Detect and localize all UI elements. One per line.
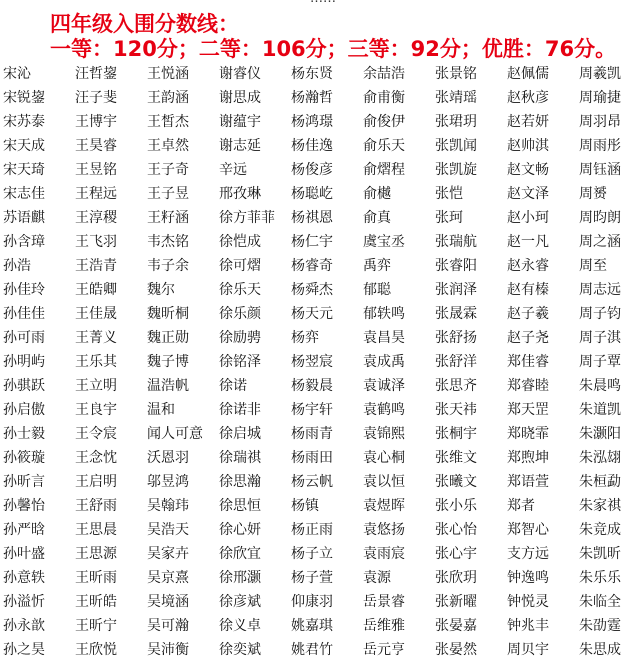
student-name: 周雨彤 [579, 138, 621, 154]
student-name: 周瑜捷 [579, 90, 621, 106]
student-name: 杨东贤 [291, 66, 333, 82]
student-name: 徐方菲菲 [219, 210, 275, 226]
student-name: 杨雨青 [291, 426, 333, 442]
student-name: 仰康羽 [291, 594, 333, 610]
student-name: 徐启城 [219, 426, 261, 442]
student-name: 徐乐天 [219, 282, 261, 298]
student-name: 徐可熠 [219, 258, 261, 274]
student-name: 王浩青 [75, 258, 117, 274]
student-name: 魏子博 [147, 354, 189, 370]
student-name: 孙明屿 [3, 354, 45, 370]
student-name: 王飞羽 [75, 234, 117, 250]
student-name: 朱竞成 [579, 522, 621, 538]
student-name: 孙意轶 [3, 570, 45, 586]
student-name: 余喆浩 [363, 66, 405, 82]
student-name: 吴浩天 [147, 522, 189, 538]
student-name: 朱乐乐 [579, 570, 621, 586]
student-name: 孙馨怡 [3, 498, 45, 514]
student-name: 赵子尧 [507, 330, 549, 346]
student-name: 王韵涵 [147, 90, 189, 106]
student-name: 周昀朗 [579, 210, 621, 226]
student-name: 王程远 [75, 186, 117, 202]
student-name: 张润泽 [435, 282, 477, 298]
student-name: 朱泓翃 [579, 450, 621, 466]
student-name: 王乐其 [75, 354, 117, 370]
student-name: 袁诚泽 [363, 378, 405, 394]
student-name: 张欣玥 [435, 570, 477, 586]
student-name: 吴沛衡 [147, 642, 189, 658]
student-name: 张晏嘉 [435, 618, 477, 634]
student-name: 谢志延 [219, 138, 261, 154]
student-name: 王籽涵 [147, 210, 189, 226]
student-name: 周羲凯 [579, 66, 621, 82]
student-name: 朱凯昕 [579, 546, 621, 562]
student-name: 王皓卿 [75, 282, 117, 298]
student-name: 吴可瀚 [147, 618, 189, 634]
student-name: 孙可雨 [3, 330, 45, 346]
student-name: 周羽昂 [579, 114, 621, 130]
student-name: 郑晓霏 [507, 426, 549, 442]
student-name: 杨宇轩 [291, 402, 333, 418]
student-name: 支方远 [507, 546, 549, 562]
student-name: 俞俊伊 [363, 114, 405, 130]
student-name: 韦子余 [147, 258, 189, 274]
cropped-top-text [310, 0, 336, 6]
student-name: 孙士毅 [3, 426, 45, 442]
student-name: 张舒洋 [435, 354, 477, 370]
student-name: 杨俊彦 [291, 162, 333, 178]
student-name: 孙含璋 [3, 234, 45, 250]
student-name: 王欣悦 [75, 642, 117, 658]
student-name: 宋苏泰 [3, 114, 45, 130]
student-name: 宋天成 [3, 138, 45, 154]
student-name: 张珂 [435, 210, 463, 226]
student-name: 王博宇 [75, 114, 117, 130]
student-name: 俞樾 [363, 186, 391, 202]
student-name: 吴翰玮 [147, 498, 189, 514]
student-name: 张天祎 [435, 402, 477, 418]
student-name: 郑语萱 [507, 474, 549, 490]
student-name: 周志远 [579, 282, 621, 298]
student-name: 姚嘉琪 [291, 618, 333, 634]
student-name: 温和 [147, 402, 175, 418]
student-name: 钟悦灵 [507, 594, 549, 610]
student-name: 杨正雨 [291, 522, 333, 538]
student-name: 宋沁 [3, 66, 31, 82]
student-name: 张晟霖 [435, 306, 477, 322]
student-name: 孙启傲 [3, 402, 45, 418]
student-name: 杨镇 [291, 498, 319, 514]
student-name: 孙筱璇 [3, 450, 45, 466]
student-name: 赵有榛 [507, 282, 549, 298]
student-name: 王令宸 [75, 426, 117, 442]
student-name: 王悦涵 [147, 66, 189, 82]
student-name: 周子钧 [579, 306, 621, 322]
student-name: 徐诺 [219, 378, 247, 394]
student-name: 郑煦坤 [507, 450, 549, 466]
student-name: 姚君竹 [291, 642, 333, 658]
student-name: 郁轶鸣 [363, 306, 405, 322]
student-name: 郑睿睦 [507, 378, 549, 394]
student-name: 张晏然 [435, 642, 477, 658]
student-name: 郑佳睿 [507, 354, 549, 370]
student-name: 孙骐跃 [3, 378, 45, 394]
student-name: 徐心妍 [219, 522, 261, 538]
score-thresholds: 一等：120分；二等：106分；三等：92分；优胜：76分。 [50, 37, 617, 61]
student-name: 杨祺恩 [291, 210, 333, 226]
student-name: 徐奕斌 [219, 642, 261, 658]
student-name: 孙佳玲 [3, 282, 45, 298]
student-name: 俞乐天 [363, 138, 405, 154]
student-name: 周子覃 [579, 354, 621, 370]
student-name: 赵一凡 [507, 234, 549, 250]
student-name: 张心宇 [435, 546, 477, 562]
student-name: 赵帅淇 [507, 138, 549, 154]
student-name: 虞宝丞 [363, 234, 405, 250]
student-name: 吴境涵 [147, 594, 189, 610]
student-name: 杨睿奇 [291, 258, 333, 274]
student-name: 张靖瑶 [435, 90, 477, 106]
student-name: 张凯闻 [435, 138, 477, 154]
student-name: 张小乐 [435, 498, 477, 514]
student-name: 俞熠程 [363, 162, 405, 178]
student-name: 朱临全 [579, 594, 621, 610]
student-name: 赵文泽 [507, 186, 549, 202]
student-name: 王子奇 [147, 162, 189, 178]
student-name: 郑天罡 [507, 402, 549, 418]
student-name: 杨子萱 [291, 570, 333, 586]
student-name: 邬昱鸿 [147, 474, 189, 490]
student-name: 王立明 [75, 378, 117, 394]
student-name: 徐彦斌 [219, 594, 261, 610]
student-name: 周赟 [579, 186, 607, 202]
student-name: 岳维雅 [363, 618, 405, 634]
student-name: 徐乐颜 [219, 306, 261, 322]
student-name: 杨瀚哲 [291, 90, 333, 106]
student-name: 杨天元 [291, 306, 333, 322]
student-name: 汪子斐 [75, 90, 117, 106]
student-name: 朱桓勐 [579, 474, 621, 490]
student-name: 徐邢灏 [219, 570, 261, 586]
student-name: 杨鸿璟 [291, 114, 333, 130]
student-name: 王皙杰 [147, 114, 189, 130]
student-name: 张心怡 [435, 522, 477, 538]
student-name: 徐欣宜 [219, 546, 261, 562]
score-title: 四年级入围分数线： [50, 12, 239, 36]
student-name: 赵若妍 [507, 114, 549, 130]
student-name: 王昱铭 [75, 162, 117, 178]
student-name: 王淳稷 [75, 210, 117, 226]
student-name: 谢思成 [219, 90, 261, 106]
student-name: 孙之昊 [3, 642, 45, 658]
student-name: 韦杰铭 [147, 234, 189, 250]
student-name: 宋志佳 [3, 186, 45, 202]
student-name: 张曦文 [435, 474, 477, 490]
student-name: 宋天琦 [3, 162, 45, 178]
student-name: 袁雨宸 [363, 546, 405, 562]
student-name: 朱思成 [579, 642, 621, 658]
student-name: 杨弈 [291, 330, 319, 346]
student-name: 孙浩 [3, 258, 31, 274]
student-name: 谢蕴宇 [219, 114, 261, 130]
student-name: 杨聪屹 [291, 186, 333, 202]
student-name: 邢孜琳 [219, 186, 261, 202]
student-name: 袁煜晖 [363, 498, 405, 514]
student-name: 钟逸鸣 [507, 570, 549, 586]
student-name: 苏语麒 [3, 210, 45, 226]
student-name: 王卓然 [147, 138, 189, 154]
student-name: 袁锦熙 [363, 426, 405, 442]
student-name: 俞甫衡 [363, 90, 405, 106]
student-name: 徐瑞祺 [219, 450, 261, 466]
student-name: 郑智心 [507, 522, 549, 538]
student-name: 张恺 [435, 186, 463, 202]
student-name: 周贝宇 [507, 642, 549, 658]
student-name: 朱家祺 [579, 498, 621, 514]
student-name: 徐铭泽 [219, 354, 261, 370]
student-name: 徐思瀚 [219, 474, 261, 490]
student-name: 宋锐鋆 [3, 90, 45, 106]
student-name: 杨舜杰 [291, 282, 333, 298]
student-name: 孙永歆 [3, 618, 45, 634]
student-name: 钟兆丰 [507, 618, 549, 634]
student-name: 徐励骋 [219, 330, 261, 346]
student-name: 岳景睿 [363, 594, 405, 610]
student-name: 赵永睿 [507, 258, 549, 274]
student-name: 朱道凯 [579, 402, 621, 418]
student-name: 袁心桐 [363, 450, 405, 466]
student-name: 袁悠扬 [363, 522, 405, 538]
student-name: 王思晨 [75, 522, 117, 538]
student-name: 徐恺成 [219, 234, 261, 250]
student-name: 王思源 [75, 546, 117, 562]
student-name: 赵子羲 [507, 306, 549, 322]
student-name: 张维文 [435, 450, 477, 466]
student-name: 孙叶盛 [3, 546, 45, 562]
student-name: 张舒扬 [435, 330, 477, 346]
student-name: 袁昌昊 [363, 330, 405, 346]
student-name: 周子淇 [579, 330, 621, 346]
student-name: 杨佳逸 [291, 138, 333, 154]
student-name: 王昕宁 [75, 618, 117, 634]
student-name: 郑者 [507, 498, 535, 514]
student-name: 张桐宇 [435, 426, 477, 442]
student-name: 岳元亨 [363, 642, 405, 658]
student-name: 吴家卉 [147, 546, 189, 562]
student-name: 张珺玥 [435, 114, 477, 130]
student-name: 朱灏阳 [579, 426, 621, 442]
student-name: 张凯旋 [435, 162, 477, 178]
student-name: 禹弈 [363, 258, 391, 274]
student-name: 周至 [579, 258, 607, 274]
student-name: 孙昕言 [3, 474, 45, 490]
student-name: 朱晨鸣 [579, 378, 621, 394]
student-name: 王启明 [75, 474, 117, 490]
student-name: 闻人可意 [147, 426, 203, 442]
student-name: 袁源 [363, 570, 391, 586]
student-name: 杨毅晨 [291, 378, 333, 394]
student-name: 袁以恒 [363, 474, 405, 490]
student-name: 徐义卓 [219, 618, 261, 634]
student-name: 孙佳佳 [3, 306, 45, 322]
student-name: 杨仁宇 [291, 234, 333, 250]
student-name: 魏尔 [147, 282, 175, 298]
student-name: 王舒雨 [75, 498, 117, 514]
student-name: 赵文畅 [507, 162, 549, 178]
student-name: 张瑞航 [435, 234, 477, 250]
student-name: 袁成禹 [363, 354, 405, 370]
student-name: 吴京熹 [147, 570, 189, 586]
student-name: 王良宇 [75, 402, 117, 418]
student-name: 徐诺非 [219, 402, 261, 418]
student-name: 魏昕桐 [147, 306, 189, 322]
student-name: 周钰涵 [579, 162, 621, 178]
student-name: 郁聪 [363, 282, 391, 298]
student-name: 俞真 [363, 210, 391, 226]
student-name: 王菁义 [75, 330, 117, 346]
student-name: 赵秋彦 [507, 90, 549, 106]
student-name: 谢睿仪 [219, 66, 261, 82]
student-name: 张思齐 [435, 378, 477, 394]
student-name: 温浩帆 [147, 378, 189, 394]
student-name: 杨子立 [291, 546, 333, 562]
student-name: 徐思恒 [219, 498, 261, 514]
student-name: 袁鹤鸣 [363, 402, 405, 418]
student-name: 杨云帆 [291, 474, 333, 490]
student-name: 王念忱 [75, 450, 117, 466]
student-name: 辛远 [219, 162, 247, 178]
student-name: 杨雨田 [291, 450, 333, 466]
student-name: 王昕雨 [75, 570, 117, 586]
student-name: 孙溢忻 [3, 594, 45, 610]
student-name: 张景铭 [435, 66, 477, 82]
student-name: 孙严晗 [3, 522, 45, 538]
student-name: 张睿阳 [435, 258, 477, 274]
student-name: 周之涵 [579, 234, 621, 250]
student-name: 汪哲鋆 [75, 66, 117, 82]
student-name: 魏正勋 [147, 330, 189, 346]
student-name: 朱劭霆 [579, 618, 621, 634]
student-name: 杨翌宸 [291, 354, 333, 370]
student-name: 赵佩儒 [507, 66, 549, 82]
student-name: 沃恩羽 [147, 450, 189, 466]
student-name: 王子昱 [147, 186, 189, 202]
student-name: 赵小珂 [507, 210, 549, 226]
student-name: 张新曜 [435, 594, 477, 610]
student-name: 王佳晟 [75, 306, 117, 322]
student-name: 王昕皓 [75, 594, 117, 610]
student-name: 王昊睿 [75, 138, 117, 154]
